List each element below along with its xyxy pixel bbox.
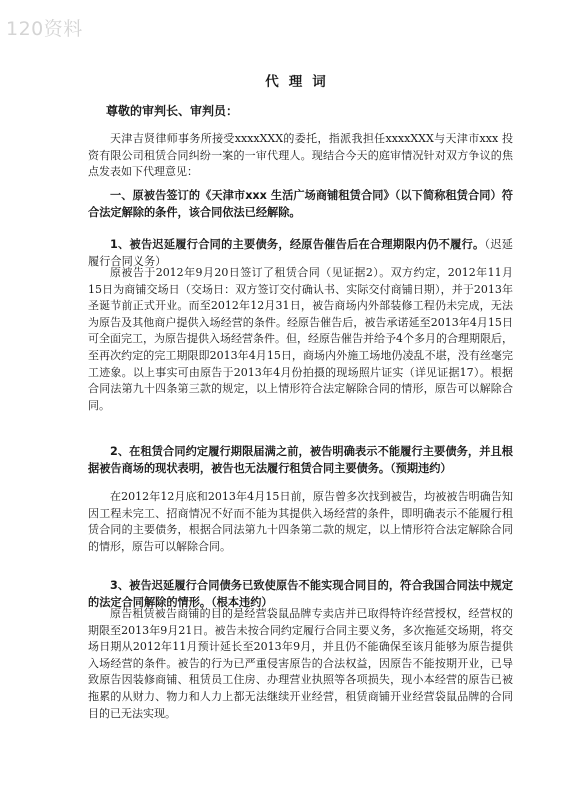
intro-paragraph: 天津吉贤律师事务所接受xxxxXXX的委托，指派我担任xxxxXXX与天津市xxx 投资有限公司租赁合同纠纷一案的一审代理人。现结合今天的庭审情况针对双方争议的焦点发表如下代理意见：: [88, 132, 513, 179]
sub-point-1-body: 原被告于2012年9月20日签订了租赁合同（见证据2）。双方约定，2012年11月15日为商铺交场日（交场日：双方签订交付确认书、实际交付商铺日期），并于2013年圣诞节前正式开业。而至2012年12月31日，被告商场内外部装修工程仍未完成，无法为原告及其他商户提供入场经营的条件。经原告催告后，被告承诺延至2013年4月15日可全面完工，为原告提供入场经营条件。但，经原告催告并给予4个多月的合理期限后，至再次约定的完工期限即2013年4月15日，商场内外施工场地仍凌乱不堪，没有丝毫完工迹象。以上事实可由原告于2013年4月份拍摄的现场照片证实（详见证据17）。根据合同法第九十四条第三款的规定，以上情形符合法定解除合同的情形，原告可以解除合同。: [88, 266, 513, 412]
sub-point-3-heading: 3、被告迟延履行合同债务已致使原告不能实现合同目的，符合我国合同法中规定的法定合同解除的情形。（根本违约）: [88, 579, 513, 609]
salutation: 尊敬的审判长、审判员：: [106, 104, 239, 118]
sub-point-3-body: 原告租赁被告商铺的目的是经营袋鼠品牌专卖店并已取得特许经营授权，经营权的期限至2013年9月21日。被告未按合同约定履行合同主要义务，多次拖延交场期，将交场日期从2012年11月预计延长至2013年9月，并且仍不能确保至该月能够为原告提供入场经营的条件。被告的行为已严重侵害原告的合法权益，因原告不能按期开业，已导致原告因装修商铺、租赁员工住房、办理营业执照等各项损失，现小本经营的原告已被拖累的从财力、物力和人力上都无法继续开业经营，租赁商铺开业经营袋鼠品牌的合同目的已无法实现。: [88, 607, 513, 720]
watermark: 120资料: [6, 18, 83, 40]
sub-point-1-title: 1、被告迟延履行合同的主要债务，经原告催告后在合理期限内仍不履行。: [110, 238, 485, 251]
sub-point-2-heading: 2、在租赁合同约定履行期限届满之前，被告明确表示不能履行主要债务，并且根据被告商场的现状表明，被告也无法履行租赁合同主要债务。（预期违约）: [88, 445, 513, 475]
sub-point-1-label: （迟延履行合同义务）: [88, 238, 513, 268]
sub-point-2-body: 在2012年12月底和2013年4月15日前，原告曾多次找到被告，均被被告明确告知因工程未完工、招商情况不好而不能为其提供入场经营的条件，即明确表示不能履行租赁合同的主要债务，根据合同法第九十四条第二款的规定，以上情形符合法定解除合同的情形，原告可以解除合同。: [88, 490, 513, 553]
document-title: 代理词: [265, 74, 336, 90]
point-1-heading: 一、原被告签订的《天津市xxx 生活广场商铺租赁合同》（以下简称租赁合同）符合法定解除的条件，该合同依法已经解除。: [88, 189, 513, 219]
